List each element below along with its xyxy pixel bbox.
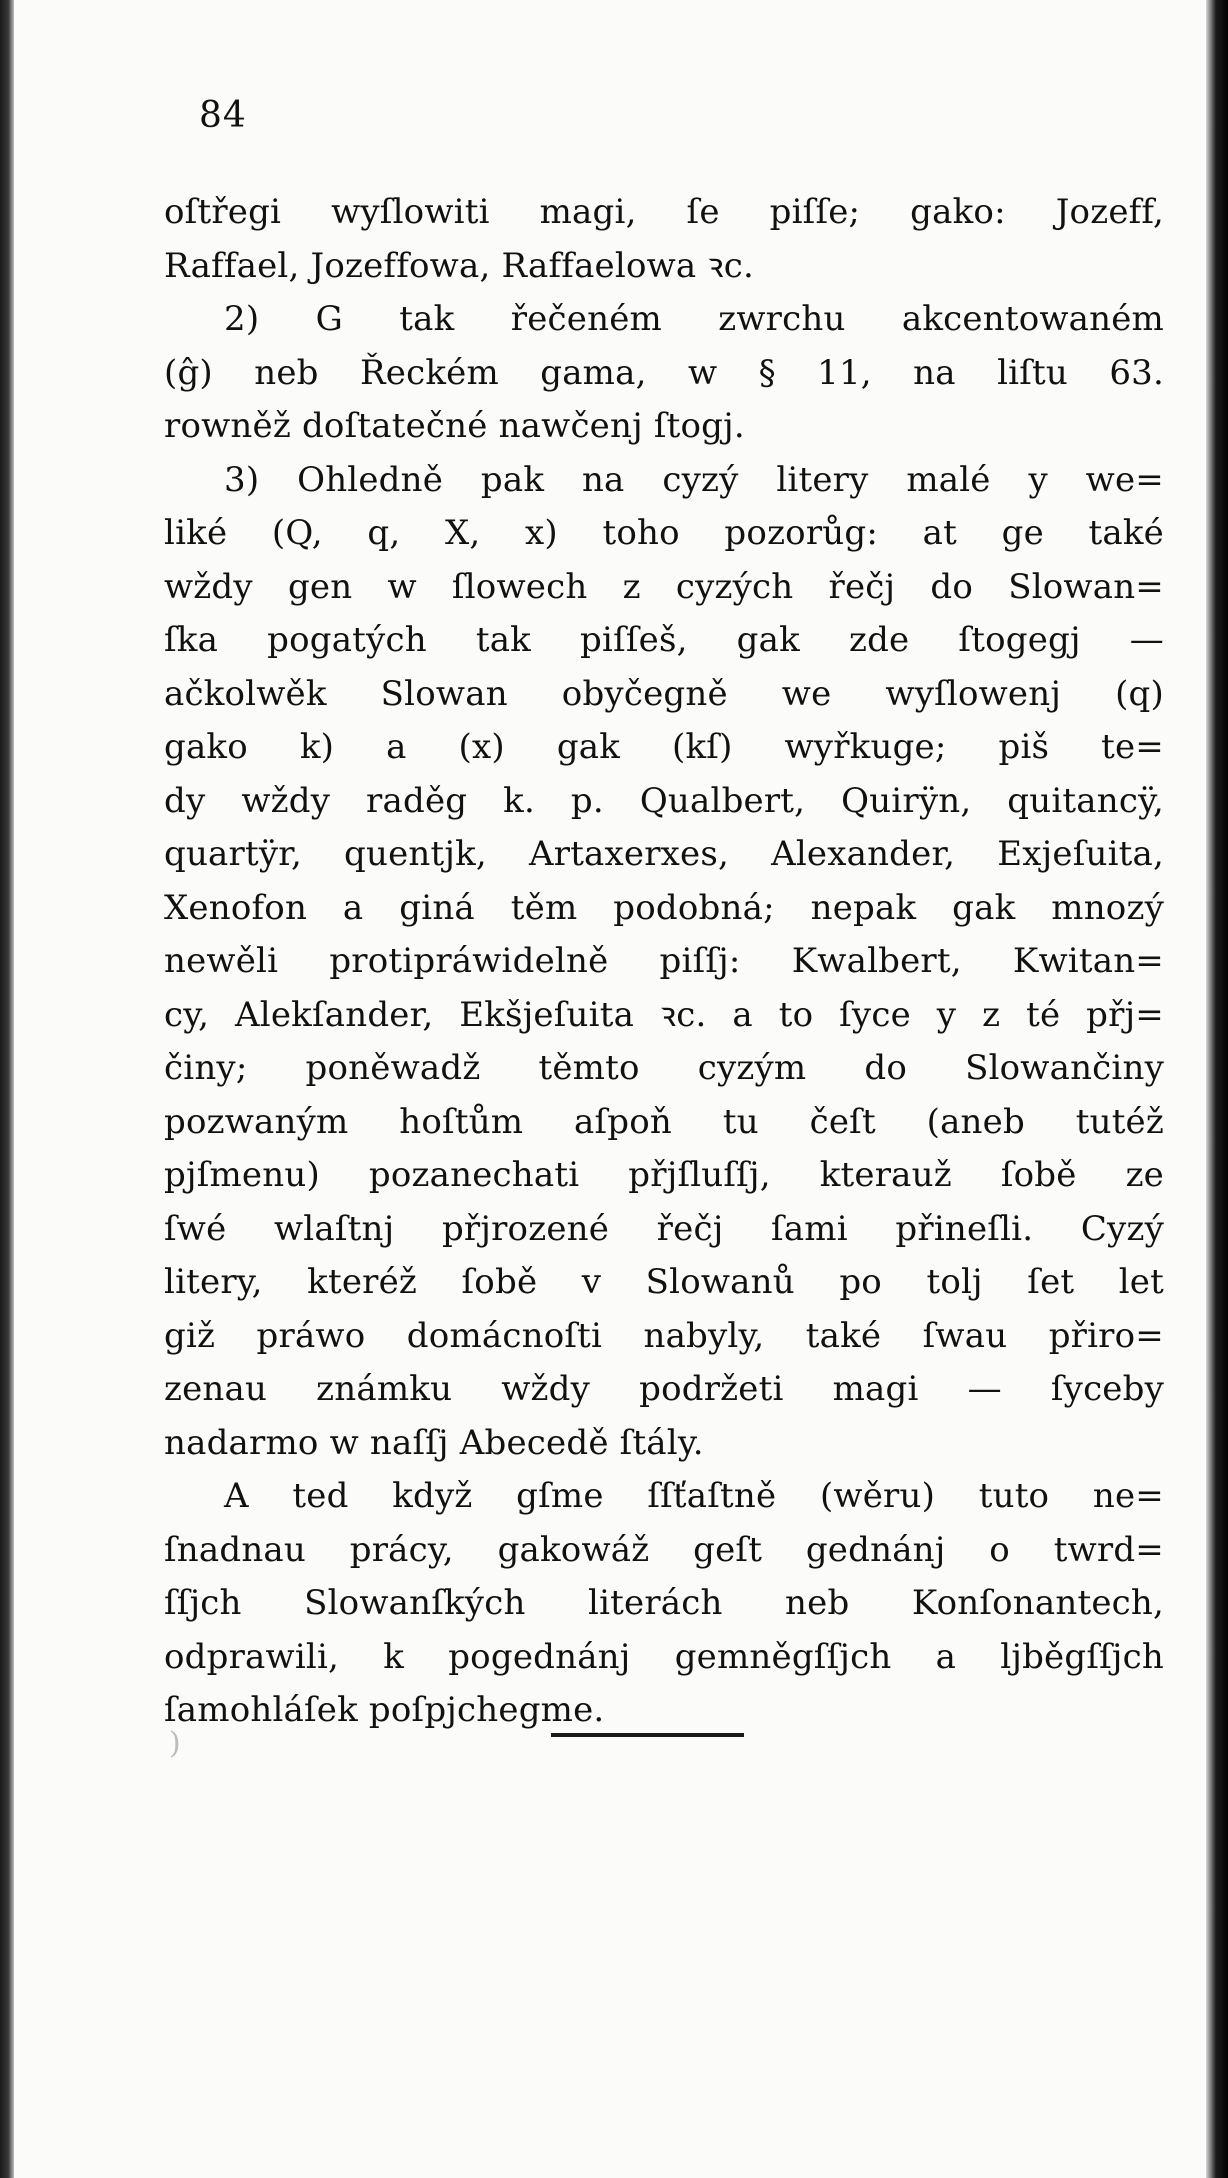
text-line: 3) Ohledně pak na cyzý litery malé y we= xyxy=(224,459,1164,500)
text-line: nadarmo w naſſj Abecedě ſtály. xyxy=(164,1422,704,1463)
text-line: ſamohláſek poſpjchegme. xyxy=(164,1690,605,1730)
body-text xyxy=(164,186,1164,1738)
text-line: pjſmenu) pozanechati přjſluſſj, kterauž ſobě ze xyxy=(164,1155,1164,1195)
book-page xyxy=(14,0,1206,2178)
text-line: ſka pogatých tak piſſeš, gak zde ſtogegj — xyxy=(164,620,1164,660)
page-number: 84 xyxy=(199,95,247,136)
text-line: oſtřegi wyſlowiti magi, ſe piſſe; gako: Jozeff, xyxy=(164,192,1164,232)
text-line: liké (Q, q, X, x) toho pozorůg: at ge také xyxy=(164,513,1164,553)
text-line: cy, Alekſander, Ekšjeſuita ꝛc. a to ſyce y z té přj= xyxy=(164,994,1164,1035)
text-line: Raffael, Jozeffowa, Raffaelowa ꝛc. xyxy=(164,245,754,286)
text-line: giž práwo domácnoſti nabyly, také ſwau přiro= xyxy=(164,1315,1164,1356)
scan-right-edge xyxy=(1206,0,1228,2178)
text-line: pozwaným hoſtům aſpoň tu čeſt (aneb tutéž xyxy=(164,1101,1164,1142)
end-of-section-rule xyxy=(551,1733,744,1737)
text-line: newěli protipráwidelně piſſj: Kwalbert, Kwitan= xyxy=(164,941,1164,981)
text-line: quartÿr, quentjk, Artaxerxes, Alexander, Exjeſuita, xyxy=(164,834,1164,874)
text-line: dy wždy raděg k. p. Qualbert, Quirÿn, quitancÿ, xyxy=(164,780,1164,821)
text-line: litery, kteréž ſobě v Slowanů po tolj ſet let xyxy=(164,1262,1164,1302)
text-line: odprawili, k pogednánj gemněgſſjch a ljběgſſjch xyxy=(164,1636,1164,1677)
text-line: rowněž doſtatečné nawčenj ſtogj. xyxy=(164,406,745,446)
text-line: činy; poněwadž těmto cyzým do Slowančiny xyxy=(164,1048,1164,1088)
text-line: 2) G tak řečeném zwrchu akcentowaném xyxy=(224,299,1164,339)
text-line: (ĝ) neb Řeckém gama, w § 11, na liſtu 63. xyxy=(164,352,1164,393)
text-line: ſnadnau prácy, gakowáž geſt gednánj o twrd= xyxy=(164,1529,1164,1570)
text-line: ſwé wlaſtnj přjrozené řečj ſami přineſli. Cyzý xyxy=(164,1208,1164,1249)
text-line: zenau známku wždy podržeti magi — ſyceby xyxy=(164,1369,1164,1409)
margin-mark: ) xyxy=(169,1726,181,1761)
text-line: ſſjch Slowanſkých literách neb Konſonantech, xyxy=(164,1583,1164,1623)
scan-left-edge xyxy=(0,0,14,2178)
text-line: ačkolwěk Slowan obyčegně we wyſlowenj (q) xyxy=(164,673,1164,714)
text-line: gako k) a (x) gak (kſ) wyřkuge; piš te= xyxy=(164,727,1164,767)
text-line: Xenofon a giná těm podobná; nepak gak mnozý xyxy=(164,887,1164,928)
text-line: A ted když gſme ſſťaſtně (wěru) tuto ne= xyxy=(224,1476,1164,1516)
text-line: wždy gen w ſlowech z cyzých řečj do Slowan= xyxy=(164,566,1164,607)
